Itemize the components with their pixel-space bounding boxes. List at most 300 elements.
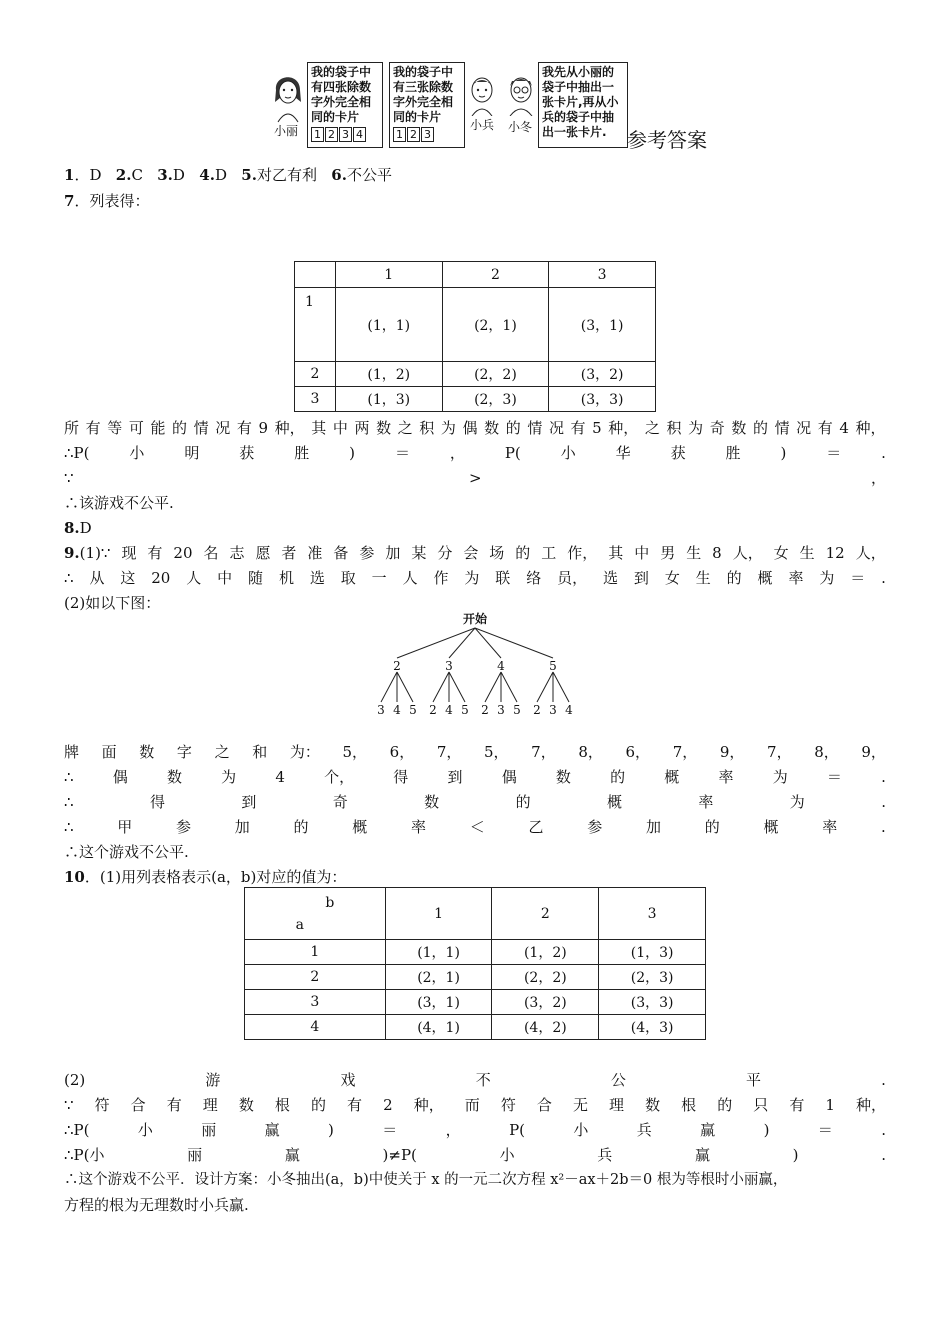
q10-line4 xyxy=(64,1144,886,1166)
q7-line1 xyxy=(64,417,886,439)
q9-line3: (2)如以下图： xyxy=(64,594,161,612)
text-token: . xyxy=(881,1071,886,1089)
text-token: 有 xyxy=(347,1096,363,1114)
table-cell: (2，2) xyxy=(492,965,599,990)
q7-table xyxy=(294,261,656,412)
corner-a: a xyxy=(295,916,305,933)
text-token: 男 xyxy=(660,544,676,562)
text-token: 生 xyxy=(799,544,815,562)
text-token: 生 xyxy=(695,569,711,587)
text-token: 根 xyxy=(681,1096,697,1114)
text-token: 加 xyxy=(385,544,401,562)
table-cell: (4，2) xyxy=(492,1015,599,1040)
text-token: . xyxy=(881,444,886,462)
text-token: 赢 xyxy=(264,1121,280,1139)
text-token: 有 xyxy=(236,419,252,437)
answer: ．D xyxy=(74,166,102,184)
q7-intro xyxy=(64,190,886,212)
text-token: 7， xyxy=(672,743,698,761)
q10-line3 xyxy=(64,1119,886,1141)
text-token: ) xyxy=(763,1121,770,1139)
text-token: . xyxy=(881,768,886,786)
text-token: 乙 xyxy=(528,818,544,836)
text-token xyxy=(64,542,110,564)
text-token: 平 xyxy=(746,1071,762,1089)
text-token: 种， xyxy=(413,1096,444,1114)
xiaoli-figure xyxy=(270,68,306,124)
text-token: 数 xyxy=(645,1096,661,1114)
text-token: 数 xyxy=(731,419,747,437)
text-token: 甲 xyxy=(117,818,133,836)
tree-leaf: 5 xyxy=(513,703,521,717)
text-token: 到 xyxy=(447,768,463,786)
text-token: 数 xyxy=(376,419,392,437)
text-token: 愿 xyxy=(255,544,271,562)
text-token: 8 xyxy=(712,544,722,562)
xiaoli-cards xyxy=(311,127,379,142)
text-token: 概 xyxy=(763,818,779,836)
table-cell: (2，2) xyxy=(442,362,549,387)
text-token: 4 xyxy=(839,419,849,437)
xiaoli-speech-bubble xyxy=(307,62,383,148)
text-token: 数 xyxy=(238,1096,254,1114)
text-token: ∴ xyxy=(64,768,74,786)
text-token: 数 xyxy=(166,768,182,786)
text-token: P( xyxy=(504,444,521,462)
text-token: 为 xyxy=(464,569,480,587)
answers-1-6 xyxy=(64,164,886,186)
text-token: 概 xyxy=(352,818,368,836)
text-token: 为 xyxy=(772,768,788,786)
text-token: 女 xyxy=(773,544,789,562)
text-token: 生 xyxy=(686,544,702,562)
text-token: 情 xyxy=(774,419,790,437)
card: 2 xyxy=(407,127,420,142)
text-token: P( xyxy=(509,1121,526,1139)
text-token: 之 xyxy=(214,743,230,761)
text-token: 概 xyxy=(606,793,622,811)
tree-leaf: 3 xyxy=(377,703,385,717)
q7-line4: ∴该游戏不公平. xyxy=(64,494,174,512)
text-token: 偶 xyxy=(112,768,128,786)
text-token: 合 xyxy=(130,1096,146,1114)
text-token: 志 xyxy=(229,544,245,562)
xiaobing-speech: 我的袋子中有三张除数字外完全相同的卡片 xyxy=(393,65,454,124)
text-token: ∵ xyxy=(64,1096,74,1114)
text-token: 数 xyxy=(555,768,571,786)
text-token: 兵 xyxy=(597,1146,613,1164)
because-symbol: ∵ xyxy=(64,469,74,487)
xiaobing-speech-bubble xyxy=(389,62,465,148)
q7-intro-text: ．列表得： xyxy=(74,192,150,210)
text-token: 偶 xyxy=(462,419,478,437)
tree-leaf: 3 xyxy=(497,703,505,717)
q-number: 9. xyxy=(64,544,80,562)
q-number: 1 xyxy=(64,166,75,184)
q-number: 10 xyxy=(64,868,85,886)
text-token: 丽 xyxy=(201,1121,217,1139)
text-token: 7， xyxy=(436,743,462,761)
text-token: ＝ xyxy=(826,444,842,462)
text-token: ∴ xyxy=(64,793,74,811)
q10-line1 xyxy=(64,1069,886,1091)
col-header: 2 xyxy=(442,262,549,288)
tree-leaf: 2 xyxy=(533,703,541,717)
text-token: 两 xyxy=(354,419,370,437)
row-header: 2 xyxy=(295,362,336,387)
text-token: 个， xyxy=(324,768,355,786)
q-number: 2. xyxy=(115,166,132,184)
tree-edges xyxy=(381,628,569,702)
q9-tree-diagram xyxy=(360,608,590,720)
text-token: 6， xyxy=(389,743,415,761)
text-token: 率 xyxy=(788,569,804,587)
text-token: 无 xyxy=(572,1096,588,1114)
q10-line5: ∴这个游戏不公平．设计方案：小冬抽出(a，b)中使关于 x 的一元二次方程 x²－ax＋2b＝0 根为等根时小丽赢， xyxy=(64,1172,788,1188)
text-token: 戏 xyxy=(340,1071,356,1089)
text-token: 6， xyxy=(625,743,651,761)
text-token: ＝ xyxy=(817,1121,833,1139)
text-token: 偶 xyxy=(501,768,517,786)
text-token: 赢 xyxy=(700,1121,716,1139)
text-token: ＝ xyxy=(382,1121,398,1139)
text-token: 得 xyxy=(149,793,165,811)
text-token: )≠P( xyxy=(382,1146,417,1164)
xiaobing-figure xyxy=(466,72,498,116)
table-cell: (2，1) xyxy=(442,288,549,362)
table-cell: (3，3) xyxy=(549,387,656,412)
table-cell: (3，3) xyxy=(599,990,706,1015)
answer: 不公平 xyxy=(346,166,392,184)
q10-intro xyxy=(64,866,886,888)
text-token: 场 xyxy=(489,544,505,562)
text-token: . xyxy=(881,793,886,811)
text-token: 得 xyxy=(393,768,409,786)
q10-line2 xyxy=(64,1094,886,1116)
text-token: 名 xyxy=(203,544,219,562)
text-token: 的 xyxy=(515,793,531,811)
text-token: 明 xyxy=(184,444,200,462)
text-token: 会 xyxy=(463,544,479,562)
text-token: ， xyxy=(445,1121,461,1139)
text-token: 况 xyxy=(796,419,812,437)
text-token: 作， xyxy=(567,544,598,562)
q-number: 8. xyxy=(64,519,80,537)
text-token: 为 xyxy=(440,419,456,437)
text-token: 种， xyxy=(855,419,886,437)
text-token: 有 xyxy=(817,419,833,437)
text-token: ∴ xyxy=(64,569,74,587)
text-token: 数 xyxy=(484,419,500,437)
text-token: 到 xyxy=(241,793,257,811)
card: 1 xyxy=(393,127,406,142)
text-token: 符 xyxy=(94,1096,110,1114)
text-token: 有 xyxy=(789,1096,805,1114)
text-token: 赢 xyxy=(694,1146,710,1164)
row-header: 2 xyxy=(245,965,386,990)
corner-b: b xyxy=(325,894,335,911)
table-cell: (1，2) xyxy=(492,940,599,965)
table-cell: (2，3) xyxy=(442,387,549,412)
text-token: 选 xyxy=(309,569,325,587)
text-token: 赢 xyxy=(284,1146,300,1164)
text-token: 等 xyxy=(107,419,123,437)
text-token: 奇 xyxy=(332,793,348,811)
q-number: 6. xyxy=(331,166,347,184)
text-token: . xyxy=(881,818,886,836)
q-number: 4. xyxy=(199,166,215,184)
corner-cell xyxy=(245,888,386,940)
col-header: 2 xyxy=(492,888,599,940)
text-token: ＝ xyxy=(826,768,842,786)
text-token: 这 xyxy=(120,569,136,587)
answer: 对乙有利 xyxy=(256,166,317,184)
text-token: 胜 xyxy=(294,444,310,462)
text-token: . xyxy=(881,1146,886,1164)
tree-leaf: 2 xyxy=(481,703,489,717)
card: 4 xyxy=(353,127,366,142)
row-header: 1 xyxy=(295,288,336,362)
col-header: 3 xyxy=(599,888,706,940)
greater-than: > xyxy=(469,469,482,487)
text-token: ) xyxy=(780,444,787,462)
text-token: 2 xyxy=(383,1096,393,1114)
text-token: 的 xyxy=(610,768,626,786)
text-token: 其 xyxy=(608,544,624,562)
text-token: 12 xyxy=(825,544,845,562)
text-token: 情 xyxy=(193,419,209,437)
xiaodong-name: 小冬 xyxy=(508,120,533,134)
q9-line5 xyxy=(64,766,886,788)
text-token: ) xyxy=(792,1146,799,1164)
text-token: 不 xyxy=(475,1071,491,1089)
card: 3 xyxy=(339,127,352,142)
text-token: 的 xyxy=(726,569,742,587)
text-token: 率 xyxy=(822,818,838,836)
text-token: ， xyxy=(449,444,465,462)
text-token: 获 xyxy=(239,444,255,462)
text-token: 的 xyxy=(752,419,768,437)
text-token: 9 xyxy=(258,419,269,437)
text-token: 率 xyxy=(718,768,734,786)
text-token: 概 xyxy=(664,768,680,786)
text-token: 可 xyxy=(128,419,144,437)
q9-line8: ∴这个游戏不公平. xyxy=(64,843,189,861)
row-header: 4 xyxy=(245,1015,386,1040)
text-token: 4 xyxy=(275,768,285,786)
tree-leaf: 4 xyxy=(445,703,453,717)
text-token: 作 xyxy=(433,569,449,587)
tree-branch: 5 xyxy=(549,659,557,673)
text-token: 中 xyxy=(332,419,348,437)
text-token: 5， xyxy=(484,743,509,761)
text-token: 人 xyxy=(186,569,202,587)
text-token: 种， xyxy=(608,419,639,437)
text-token: ＝ xyxy=(394,444,410,462)
table-cell: (1，1) xyxy=(335,288,442,362)
text-token: 某 xyxy=(411,544,427,562)
text-token-rest: (1)∵ xyxy=(79,544,111,562)
text-token: 人， xyxy=(855,544,886,562)
text-token: 牌 xyxy=(64,743,80,761)
card: 1 xyxy=(311,127,324,142)
text-token: 有 xyxy=(570,419,586,437)
text-token: 理 xyxy=(202,1096,218,1114)
q9-line1 xyxy=(64,542,886,564)
q9-line7 xyxy=(64,816,886,838)
text-token: 的 xyxy=(172,419,188,437)
table-cell: (1，3) xyxy=(335,387,442,412)
text-token: 率 xyxy=(698,793,714,811)
text-token: 数 xyxy=(424,793,440,811)
xiaodong-figure xyxy=(504,72,538,116)
tree-leaf: 4 xyxy=(565,703,573,717)
text-token: 5， xyxy=(342,743,368,761)
tree-leaf: 5 xyxy=(409,703,417,717)
tree-leaf: 2 xyxy=(429,703,437,717)
text-token: 人 xyxy=(402,569,418,587)
text-token: 能 xyxy=(150,419,166,437)
text-token: ∴P( xyxy=(64,444,90,462)
text-token: 丽 xyxy=(187,1146,203,1164)
text-token: 者 xyxy=(281,544,297,562)
tree-branch: 2 xyxy=(393,659,401,673)
text-token: 参 xyxy=(176,818,192,836)
text-token: 9， xyxy=(861,743,886,761)
text-token: 中 xyxy=(634,544,650,562)
text-token: 小 xyxy=(573,1121,589,1139)
text-token: 小 xyxy=(499,1146,515,1164)
text-token: 种， xyxy=(274,419,305,437)
xiaoli-speech: 我的袋子中有四张除数字外完全相同的卡片 xyxy=(311,65,372,124)
tree-root: 开始 xyxy=(462,612,488,626)
text-token: 9， xyxy=(719,743,745,761)
text-token: 20 xyxy=(151,569,171,587)
text-token: 的 xyxy=(310,1096,326,1114)
text-token: 参 xyxy=(587,818,603,836)
text-token: 取 xyxy=(340,569,356,587)
text-token: 游 xyxy=(205,1071,221,1089)
text-token: 中 xyxy=(217,569,233,587)
text-token: 面 xyxy=(101,743,117,761)
table-cell: (3，1) xyxy=(385,990,492,1015)
xiaobing-cards xyxy=(393,127,461,142)
text-token: (2) xyxy=(64,1071,86,1089)
text-token: 5 xyxy=(592,419,602,437)
text-token: 有 xyxy=(147,544,163,562)
text-token: 的 xyxy=(505,419,521,437)
text-token: 小 xyxy=(560,444,576,462)
row-header: 3 xyxy=(245,990,386,1015)
text-token: 胜 xyxy=(725,444,741,462)
text-token: 准 xyxy=(307,544,323,562)
table-cell: (1，1) xyxy=(385,940,492,965)
text-token: 从 xyxy=(89,569,105,587)
text-token: ) xyxy=(349,444,356,462)
table-cell: (3，1) xyxy=(549,288,656,362)
text-token: 合 xyxy=(536,1096,552,1114)
answer: C xyxy=(131,166,143,184)
comma: ， xyxy=(870,469,886,487)
xiaodong-speech: 我先从小丽的袋子中抽出一张卡片,再从小兵的袋子中抽出一张卡片. xyxy=(542,65,619,139)
q10-line6: 方程的根为无理数时小兵赢. xyxy=(64,1196,249,1214)
page-title: 参考答案 xyxy=(627,128,707,152)
text-token: 7， xyxy=(531,743,556,761)
text-token: 小 xyxy=(137,1121,153,1139)
tree-leaf: 5 xyxy=(461,703,469,717)
text-token: 小 xyxy=(129,444,145,462)
table-cell: (2，1) xyxy=(385,965,492,990)
text-token: 到 xyxy=(633,569,649,587)
text-token: ＝ xyxy=(850,569,866,587)
table-cell: (4，1) xyxy=(385,1015,492,1040)
text-token: 为 xyxy=(688,419,704,437)
text-token: 兵 xyxy=(636,1121,652,1139)
text-token: 人， xyxy=(732,544,763,562)
text-token: 理 xyxy=(609,1096,625,1114)
text-token: . xyxy=(881,569,886,587)
table-cell: (3，2) xyxy=(549,362,656,387)
text-token: 情 xyxy=(527,419,543,437)
text-token: 为： xyxy=(289,743,320,761)
tree-branch: 3 xyxy=(445,659,453,673)
q-number: 5. xyxy=(241,166,257,184)
text-token: 公 xyxy=(610,1071,626,1089)
text-token: 获 xyxy=(670,444,686,462)
xiaoli-name: 小丽 xyxy=(274,124,299,138)
q10-table xyxy=(244,887,706,1040)
text-token: 8， xyxy=(578,743,603,761)
text-token: ∴ xyxy=(64,818,74,836)
answer: D xyxy=(172,166,185,184)
text-token: 数 xyxy=(139,743,155,761)
text-token: ) xyxy=(328,1121,334,1139)
text-token: 为 xyxy=(789,793,805,811)
col-header: 1 xyxy=(335,262,442,288)
text-token: 络 xyxy=(526,569,542,587)
text-token: 选 xyxy=(603,569,619,587)
text-token: 积 xyxy=(666,419,682,437)
q10-intro-text: ．(1)用列表格表示(a，b)对应的值为： xyxy=(84,868,347,886)
q9-line2 xyxy=(64,567,886,589)
text-token: 只 xyxy=(753,1096,769,1114)
text-token: 有 xyxy=(166,1096,182,1114)
answer: D xyxy=(214,166,227,184)
text-token: 联 xyxy=(495,569,511,587)
text-token: ＜ xyxy=(469,818,485,836)
xiaobing-name: 小兵 xyxy=(470,118,495,132)
text-token: 备 xyxy=(333,544,349,562)
text-token: 和 xyxy=(252,743,268,761)
text-token: 积 xyxy=(419,419,435,437)
text-token: 7， xyxy=(767,743,792,761)
card: 3 xyxy=(421,127,434,142)
row-header: 1 xyxy=(245,940,386,965)
text-token: 之 xyxy=(397,419,413,437)
text-token: 况 xyxy=(548,419,564,437)
text-token: 的 xyxy=(717,1096,733,1114)
text-token: 20 xyxy=(173,544,193,562)
text-token: 机 xyxy=(278,569,294,587)
text-token: 华 xyxy=(615,444,631,462)
text-token: 之 xyxy=(644,419,660,437)
q7-line2 xyxy=(64,442,886,464)
row-header: 3 xyxy=(295,387,336,412)
table-cell: (4，3) xyxy=(599,1015,706,1040)
text-token: 的 xyxy=(515,544,531,562)
text-token: 参 xyxy=(359,544,375,562)
tree-leaf: 3 xyxy=(549,703,557,717)
